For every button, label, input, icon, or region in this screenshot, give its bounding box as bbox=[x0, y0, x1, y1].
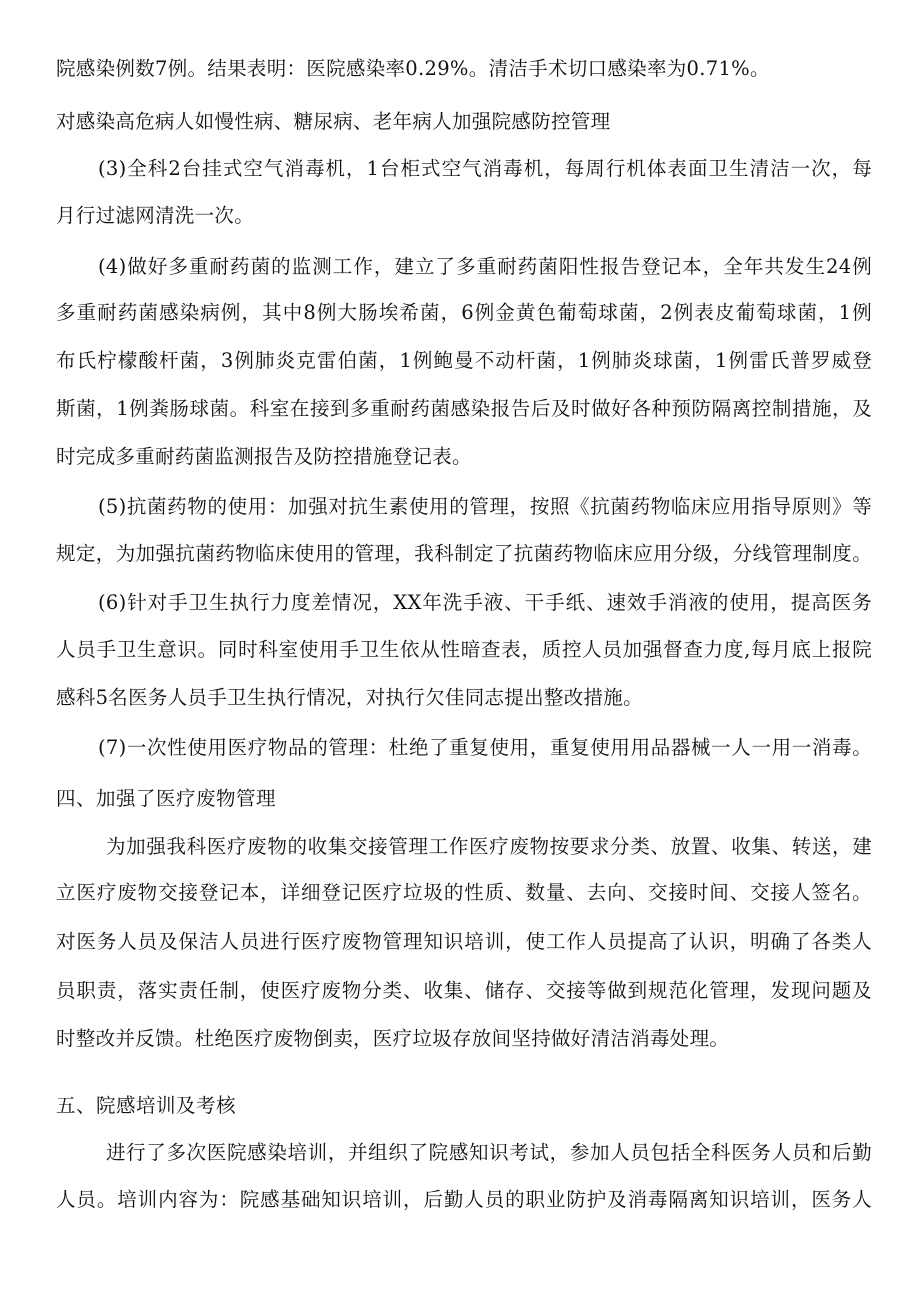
text-line: 时整改并反馈。杜绝医疗废物倒卖，医疗垃圾存放间坚持做好清洁消毒处理。 bbox=[56, 1027, 730, 1050]
text-line: 院感染例数7例。结果表明：医院感染率0.29%。清洁手术切口感染率为0.71%。 bbox=[56, 57, 770, 80]
text-line: 对感染高危病人如慢性病、糖尿病、老年病人加强院感防控管理 bbox=[56, 110, 611, 133]
text-line: 规定，为加强抗菌药物临床使用的管理，我科制定了抗菌药物临床应用分级，分线管理制度。 bbox=[56, 542, 872, 565]
text-line: 斯菌，1例粪肠球菌。科室在接到多重耐药菌感染报告后及时做好各种预防隔离控制措施，及 bbox=[56, 397, 872, 420]
text-line: (5)抗菌药物的使用：加强对抗生素使用的管理，按照《抗菌药物临床应用指导原则》等 bbox=[98, 495, 872, 518]
text-line: (4)做好多重耐药菌的监测工作，建立了多重耐药菌阳性报告登记本，全年共发生24例 bbox=[98, 255, 872, 278]
section-heading: 五、院感培训及考核 bbox=[56, 1094, 237, 1117]
section-heading: 四、加强了医疗废物管理 bbox=[56, 787, 277, 810]
text-line: 人员手卫生意识。同时科室使用手卫生依从性暗查表，质控人员加强督查力度,每月底上报院 bbox=[56, 638, 872, 661]
text-line: 对医务人员及保洁人员进行医疗废物管理知识培训，使工作人员提高了认识，明确了各类人 bbox=[56, 930, 872, 953]
text-line: 立医疗废物交接登记本，详细登记医疗垃圾的性质、数量、去向、交接时间、交接人签名。 bbox=[56, 881, 872, 904]
text-line: (3)全科2台挂式空气消毒机，1台柜式空气消毒机，每周行机体表面卫生清洁一次，每 bbox=[98, 157, 872, 180]
text-line: 人员。培训内容为：院感基础知识培训，后勤人员的职业防护及消毒隔离知识培训，医务人 bbox=[56, 1188, 872, 1211]
text-line: (6)针对手卫生执行力度差情况，XX年洗手液、干手纸、速效手消液的使用，提高医务 bbox=[98, 591, 872, 614]
text-line: 多重耐药菌感染病例，其中8例大肠埃希菌，6例金黄色葡萄球菌，2例表皮葡萄球菌，1例 bbox=[56, 301, 872, 324]
text-line: 时完成多重耐药菌监测报告及防控措施登记表。 bbox=[56, 445, 472, 468]
text-line: (7)一次性使用医疗物品的管理：杜绝了重复使用，重复使用用品器械一人一用一消毒。 bbox=[98, 736, 872, 759]
text-line: 感科5名医务人员手卫生执行情况，对执行欠佳同志提出整改措施。 bbox=[56, 686, 643, 709]
text-line: 月行过滤网清洗一次。 bbox=[56, 204, 255, 227]
text-line: 进行了多次医院感染培训，并组织了院感知识考试，参加人员包括全科医务人员和后勤 bbox=[106, 1141, 872, 1164]
text-line: 布氏柠檬酸杆菌，3例肺炎克雷伯菌，1例鲍曼不动杆菌，1例肺炎球菌，1例雷氏普罗威登 bbox=[56, 349, 872, 372]
text-line: 为加强我科医疗废物的收集交接管理工作医疗废物按要求分类、放置、收集、转送，建 bbox=[106, 835, 872, 858]
text-line: 员职责，落实责任制，使医疗废物分类、收集、储存、交接等做到规范化管理，发现问题及 bbox=[56, 979, 872, 1002]
